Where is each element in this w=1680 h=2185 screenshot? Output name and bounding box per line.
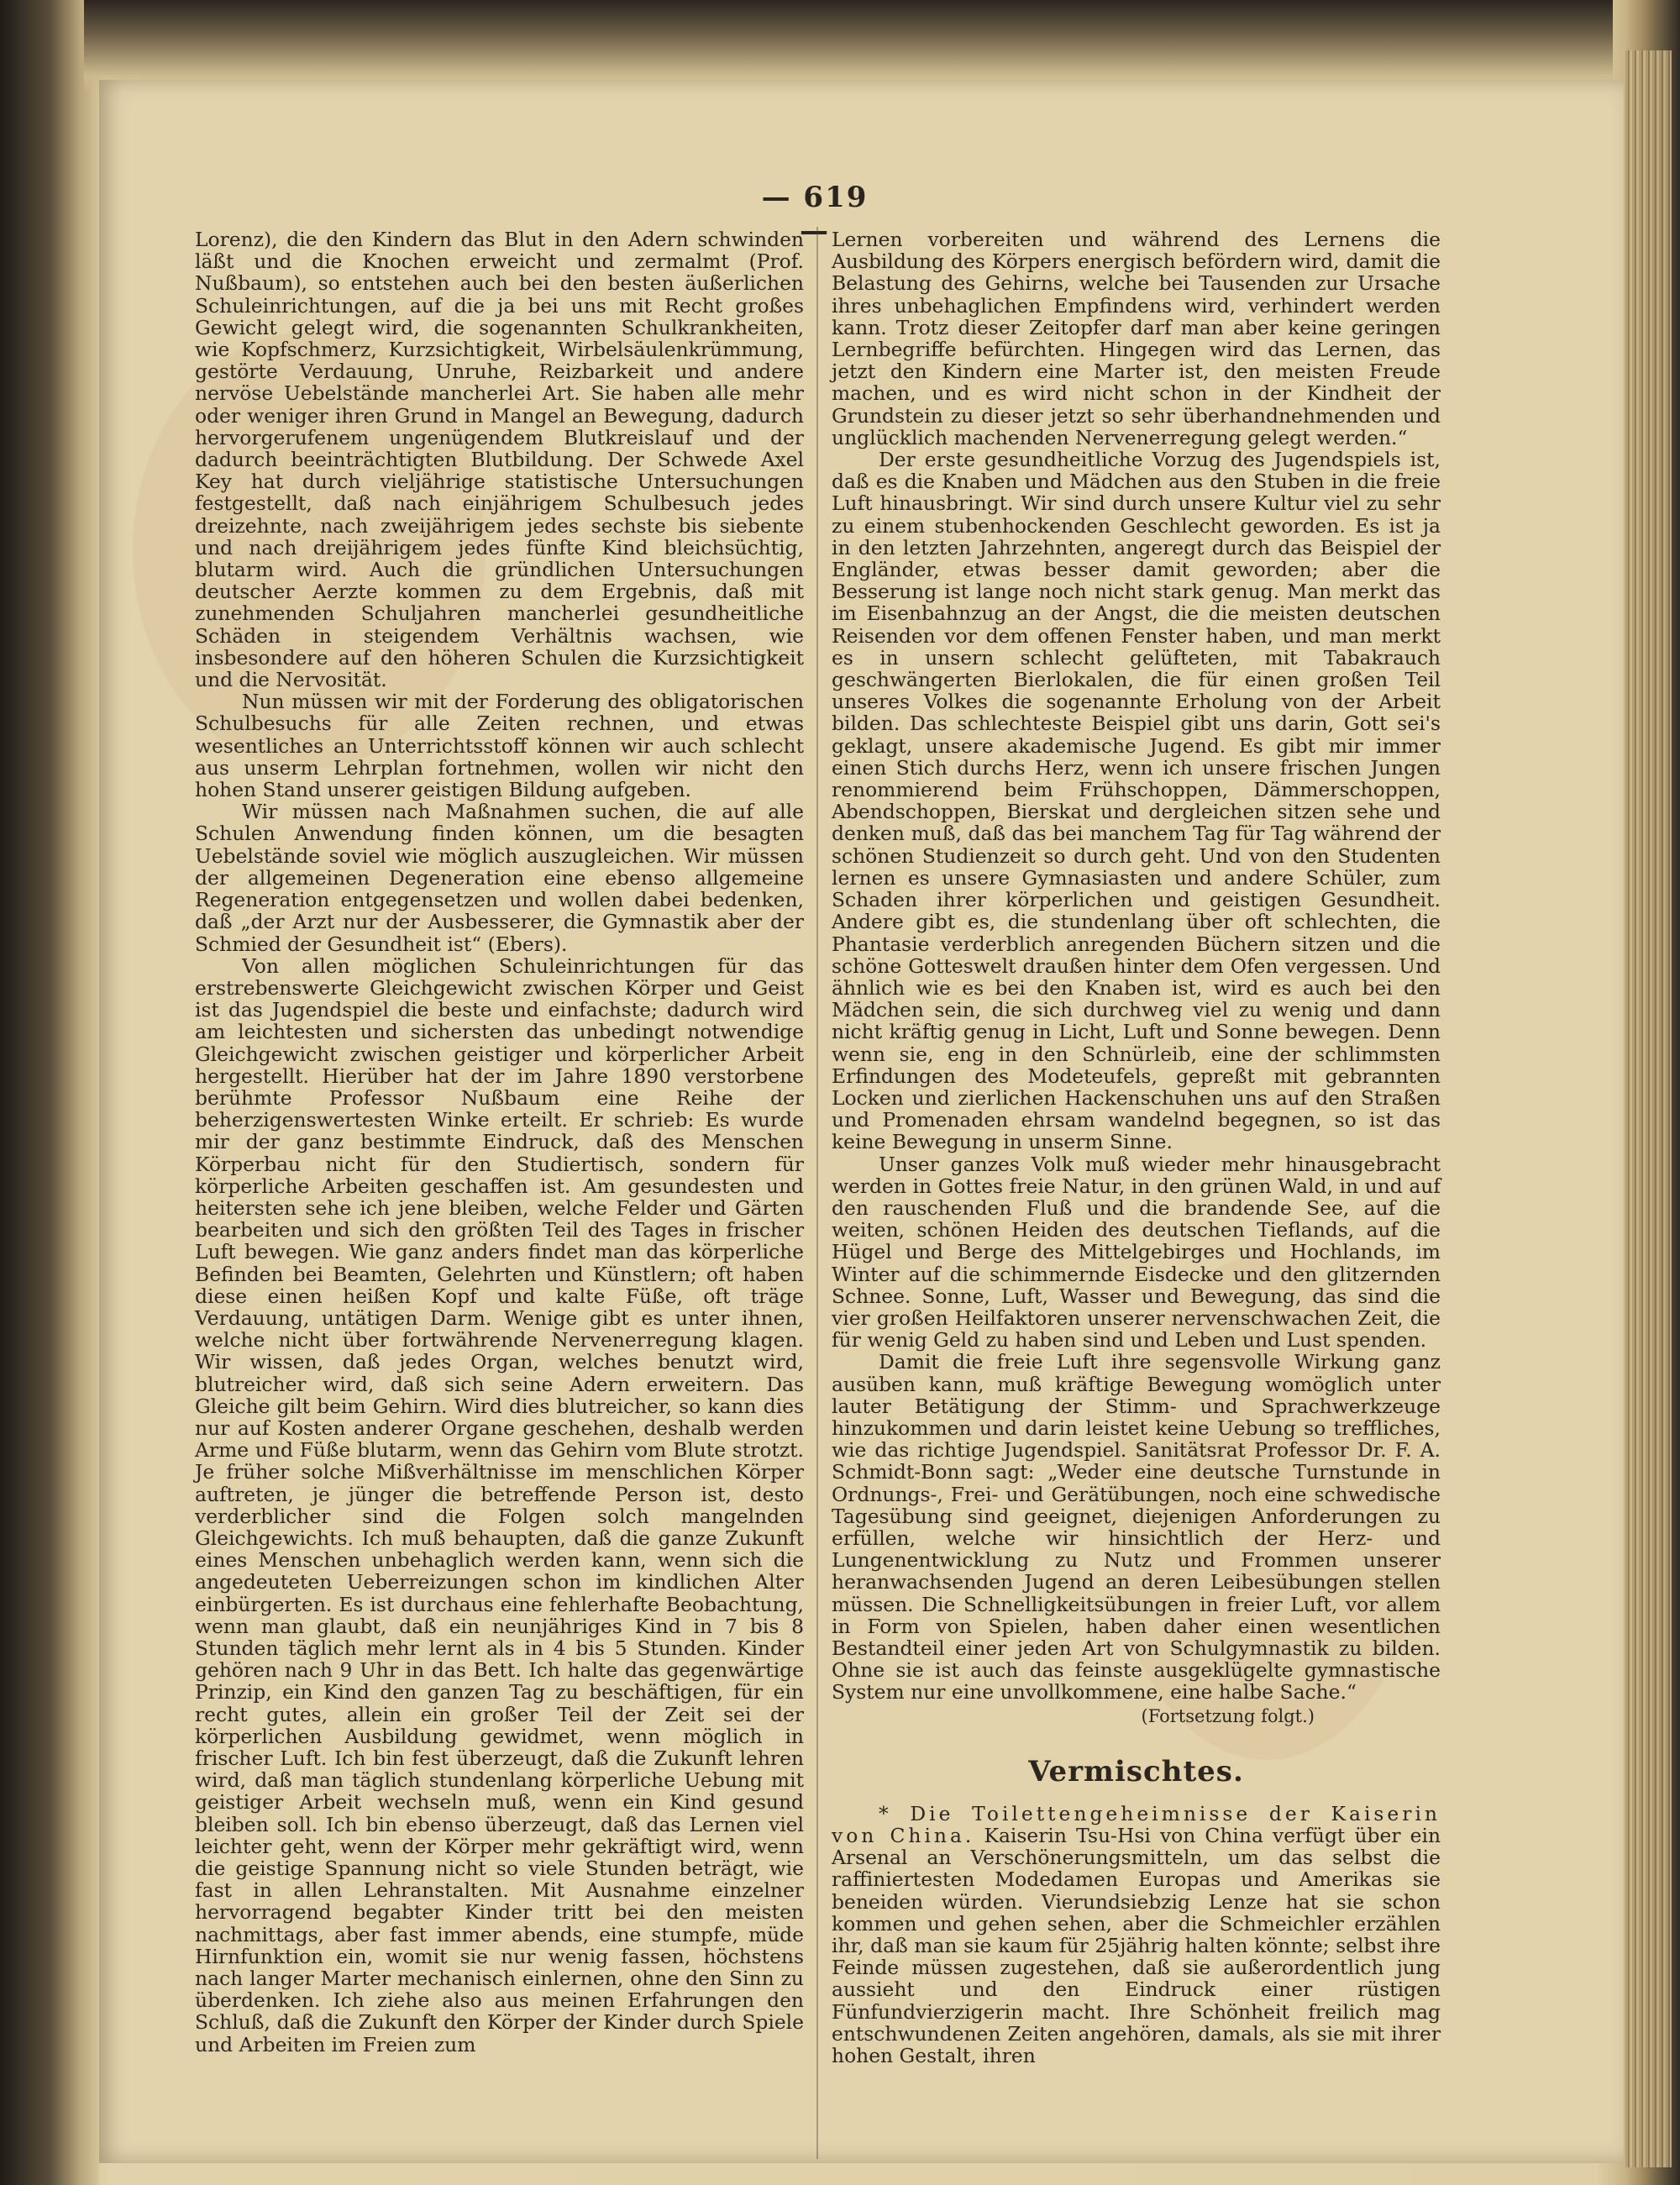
paragraph: Damit die freie Luft ihre segensvolle Wirkung ganz ausüben kann, muß kräftige Bewegung womöglich unter lauter Betätigung der Stimm- und Sprachwerkzeuge hinzukommen und darin leistet keine Uebung so treffliches, wie das richtige Jugendspiel. Sanitätsrat Professor Dr. F. A. Schmidt-Bonn sagt: „Weder eine deutsche Turnstunde in Ordnungs-, Frei- und Gerätübungen, noch eine schwedische Tagesübung sind geeignet, diejenigen Anforderungen zu erfüllen, welche wir hinsichtlich der Herz- und Lungenentwicklung zu Nutz und Frommen unserer heranwachsenden Jugend an deren Leibesübungen stellen müssen. Die Schnelligkeitsübungen in freier Luft, vor allem in Form von Spielen, haben daher einen wesentlichen Bestandteil einer jeden Art von Schulgymnastik zu bilden. Ohne sie ist auch das feinste ausgeklügelte gymnastische System nur eine unvollkommene, eine halbe Sache.“	[832, 1350, 1441, 1704]
paragraph: Wir müssen nach Maßnahmen suchen, die auf alle Schulen Anwendung finden können, um die besagten Uebelstände soviel wie möglich auszugleichen. Wir müssen der allgemeinen Degeneration eine ebenso allgemeine Regeneration entgegensetzen und wollen dabei bedenken, daß „der Arzt nur der Ausbesserer, die Gymnastik aber der Schmied der Gesundheit ist“ (Ebers).	[195, 800, 804, 956]
column-divider	[816, 227, 818, 2159]
paragraph: Nun müssen wir mit der Forderung des obligatorischen Schulbesuchs für alle Zeiten rechnen, und etwas wesentliches an Unterrichtsstoff können wir auch schlecht aus unserm Lehrplan fortnehmen, wollen wir nicht den hohen Stand unserer geistigen Bildung aufgeben.	[195, 690, 804, 802]
paragraph: Lorenz), die den Kindern das Blut in den Adern schwinden läßt und die Knochen erweicht und zermalmt (Prof. Nußbaum), so entstehen auch bei den besten äußerlichen Schuleinrichtungen, auf die ja bei uns mit Recht großes Gewicht gelegt wird, die sogenannten Schulkrankheiten, wie Kopfschmerz, Kurzsichtigkeit, Wirbelsäulenkrümmung, gestörte Verdauung, Unruhe, Reizbarkeit und andere nervöse Uebelstände mancherlei Art. Sie haben alle mehr oder weniger ihren Grund in Mangel an Bewegung, dadurch hervorgerufenem ungenügendem Blutkreislauf und der dadurch beeinträchtigten Blutbildung. Der Schwede Axel Key hat durch vieljährige statistische Untersuchungen festgestellt, daß nach einjährigem Schulbesuch jedes dreizehnte, nach zweijährigem jedes sechste bis siebente und nach dreijährigem jedes fünfte Kind bleichsüchtig, blutarm wird. Auch die gründlichen Untersuchungen deutscher Aerzte kommen zu dem Ergebnis, daß mit zunehmenden Schuljahren mancherlei gesundheitliche Schäden in steigendem Verhältnis wachsen, wie insbesondere auf den höheren Schulen die Kurzsichtigkeit und die Nervosität.	[195, 228, 804, 692]
facing-page-edge	[0, 0, 99, 2185]
left-text-column	[195, 228, 804, 2161]
page-number: — 619 —	[761, 181, 869, 248]
misc-article-text: Kaiserin Tsu-Hsi von China verfügt über ein Arsenal an Verschönerungsmitteln, um das selbst die raffiniertesten Modedamen Europas und Amerikas sie beneiden würden. Vierundsiebzig Lenze hat sie schon kommen und gehen sehen, aber die Schmeichler erzählen ihr, daß man sie kaum für 25jährig halten könnte; selbst ihre Feinde müssen zugestehen, daß sie außerordentlich jung aussieht und den Eindruck einer rüstigen Fünfundvierzigerin macht. Ihre Schönheit freilich mag entschwundenen Zeiten angehören, damals, als sie mit ihrer hohen Gestalt, ihren	[832, 1824, 1441, 2068]
misc-article-title: * Die Toilettengeheimnisse der Kaiserin von China.	[832, 1801, 1441, 1848]
stacked-page-edges	[1625, 50, 1672, 2167]
paragraph: Unser ganzes Volk muß wieder mehr hinausgebracht werden in Gottes freie Natur, in den grünen Wald, in und auf den rauschenden Fluß und die brandende See, auf die weiten, schönen Heiden des deutschen Tieflands, auf die Hügel und Berge des Mittelgebirges und Hochlands, im Winter auf die schimmernde Eisdecke und den glitzernden Schnee. Sonne, Luft, Wasser und Bewegung, das sind die vier großen Heilfaktoren unserer nervenschwachen Zeit, die für wenig Geld zu haben sind und Leben und Lust spenden.	[832, 1152, 1441, 1352]
paragraph: Der erste gesundheitliche Vorzug des Jugendspiels ist, daß es die Knaben und Mädchen aus den Stuben in die freie Luft hinausbringt. Wir sind durch unsere Kultur viel zu sehr zu einem stubenhockenden Geschlecht geworden. Es ist ja in den letzten Jahrzehnten, angeregt durch das Beispiel der Engländer, etwas besser damit geworden; aber die Besserung ist lange noch nicht stark genug. Man merkt das im Eisenbahnzug an der Angst, die die meisten deutschen Reisenden vor dem offenen Fenster haben, und man merkt es in unsern schlecht gelüfteten, mit Tabakrauch geschwängerten Bierlokalen, die für einen großen Teil unseres Volkes die sogenannte Erholung von der Arbeit bilden. Das schlechteste Beispiel gibt uns darin, Gott sei's geklagt, unsere akademische Jugend. Es gibt mir immer einen Stich durchs Herz, wenn ich unsere frischen Jungen renommierend beim Frühschoppen, Dämmerschoppen, Abendschoppen, Bierskat und dergleichen sitzen sehe und denken muß, daß das bei manchem Tag für Tag während der schönen Studienzeit so durch geht. Und von den Studenten lernen es unsere Gymnasiasten und andere Schüler, zum Schaden ihrer körperlichen und geistigen Gesundheit. Andere gibt es, die stundenlang über oft schlechten, die Phantasie verderblich anregenden Büchern sitzen und die schöne Gotteswelt draußen hinter dem Ofen vergessen. Und ähnlich wie es bei den Knaben ist, wird es auch bei den Mädchen sein, die sich durchweg viel zu wenig und dann nicht kräftig genug in Licht, Luft und Sonne bewegen. Denn wenn sie, eng in den Schnürleib, eine der schlimmsten Erfindungen des Modeteufels, gepreßt mit gebrannten Locken und zierlichen Hackenschuhen uns auf den Straßen und Promenaden ehrsam wandelnd begegnen, so ist das keine Bewegung in unserm Sinne.	[832, 448, 1441, 1154]
misc-article	[832, 1803, 1441, 2067]
top-binding-shadow	[84, 0, 1613, 92]
section-heading: Vermischtes.	[1028, 1754, 1244, 1788]
right-text-column	[832, 228, 1441, 2110]
paragraph: Von allen möglichen Schuleinrichtungen für das erstrebenswerte Gleichgewicht zwischen Körper und Geist ist das Jugendspiel die beste und einfachste; dadurch wird am leichtesten und sichersten das unbedingt notwendige Gleichgewicht zwischen geistiger und körperlicher Arbeit hergestellt. Hierüber hat der im Jahre 1890 verstorbene berühmte Professor Nußbaum eine Reihe der beherzigenswertesten Winke erteilt. Er schrieb: Es wurde mir der ganz bestimmte Eindruck, daß des Menschen Körperbau nicht für den Studiertisch, sondern für körperliche Arbeiten geschaffen ist. Am gesundesten und heitersten sehe ich jene bleiben, welche Felder und Gärten bearbeiten und sich den größten Teil des Tages in frischer Luft bewegen. Wie ganz anders findet man das körperliche Befinden bei Beamten, Gelehrten und Künstlern; oft haben diese einen heißen Kopf und kalte Füße, oft träge Verdauung, untätigen Darm. Wenige gibt es unter ihnen, welche nicht über fortwährende Nervenerregung klagen. Wir wissen, daß jedes Organ, welches benutzt wird, blutreicher wird, daß sich seine Adern erweitern. Das Gleiche gilt beim Gehirn. Wird dies blutreicher, so kann dies nur auf Kosten anderer Organe geschehen, deshalb werden Arme und Füße blutarm, wenn das Gehirn vom Blute strotzt. Je früher solche Mißverhältnisse im menschlichen Körper auftreten, je jünger die betreffende Person ist, desto verderblicher sind die Folgen solch mangelnden Gleichgewichts. Ich muß behaupten, daß die ganze Zukunft eines Menschen unbehaglich werden kann, wenn sich die angedeuteten Ueberreizungen schon im kindlichen Alter einbürgerten. Es ist durchaus eine fehlerhafte Beobachtung, wenn man glaubt, daß ein neunjähriges Kind in 7 bis 8 Stunden täglich mehr lernt als in 4 bis 5 Stunden. Kinder gehören nach 9 Uhr in das Bett. Ich halte das gegenwärtige Prinzip, ein Kind den ganzen Tag zu beschäftigen, für ein recht gutes, allein ein großer Teil der Zeit sei der körperlichen Ausbildung gewidmet, wenn möglich in frischer Luft. Ich bin fest überzeugt, daß die Zukunft lehren wird, daß man täglich stundenlang körperliche Uebung mit geistiger Arbeit wechseln muß, wenn ein Kind gesund bleiben soll. Ich bin ebenso überzeugt, daß das Lernen viel leichter geht, wenn der Körper mehr gekräftigt wird, wenn die geistige Spannung nicht so viele Stunden beträgt, wie fast in allen Lehranstalten. Mit Ausnahme einzelner hervorragend begabter Kinder tritt bei den meisten nachmittags, aber fast immer abends, eine stumpfe, müde Hirnfunktion ein, womit sie nur wenig fassen, höchstens nach langer Marter mechanisch einlernen, ohne den Sinn zu überdenken. Ich ziehe also aus meinen Erfahrungen den Schluß, daß die Zukunft den Körper der Kinder durch Spiele und Arbeiten im Freien zum	[195, 953, 804, 2056]
paragraph: Lernen vorbereiten und während des Lernens die Ausbildung des Körpers energisch befördern wird, damit die Belastung des Gehirns, welche bei Tausenden zur Ursache ihres unbehaglichen Empfindens wird, verhindert werden kann. Trotz dieser Zeitopfer darf man aber keine geringen Lernbegriffe befürchten. Hingegen wird das Lernen, das jetzt den Kindern eine Marter ist, den meisten Freude machen, und es wird nicht schon in der Kindheit der Grundstein zu dieser jetzt so sehr überhandnehmenden und unglücklich machenden Nervenerregung gelegt werden.“	[832, 228, 1441, 449]
continuation-note: (Fortsetzung folgt.)	[1141, 1705, 1315, 1726]
